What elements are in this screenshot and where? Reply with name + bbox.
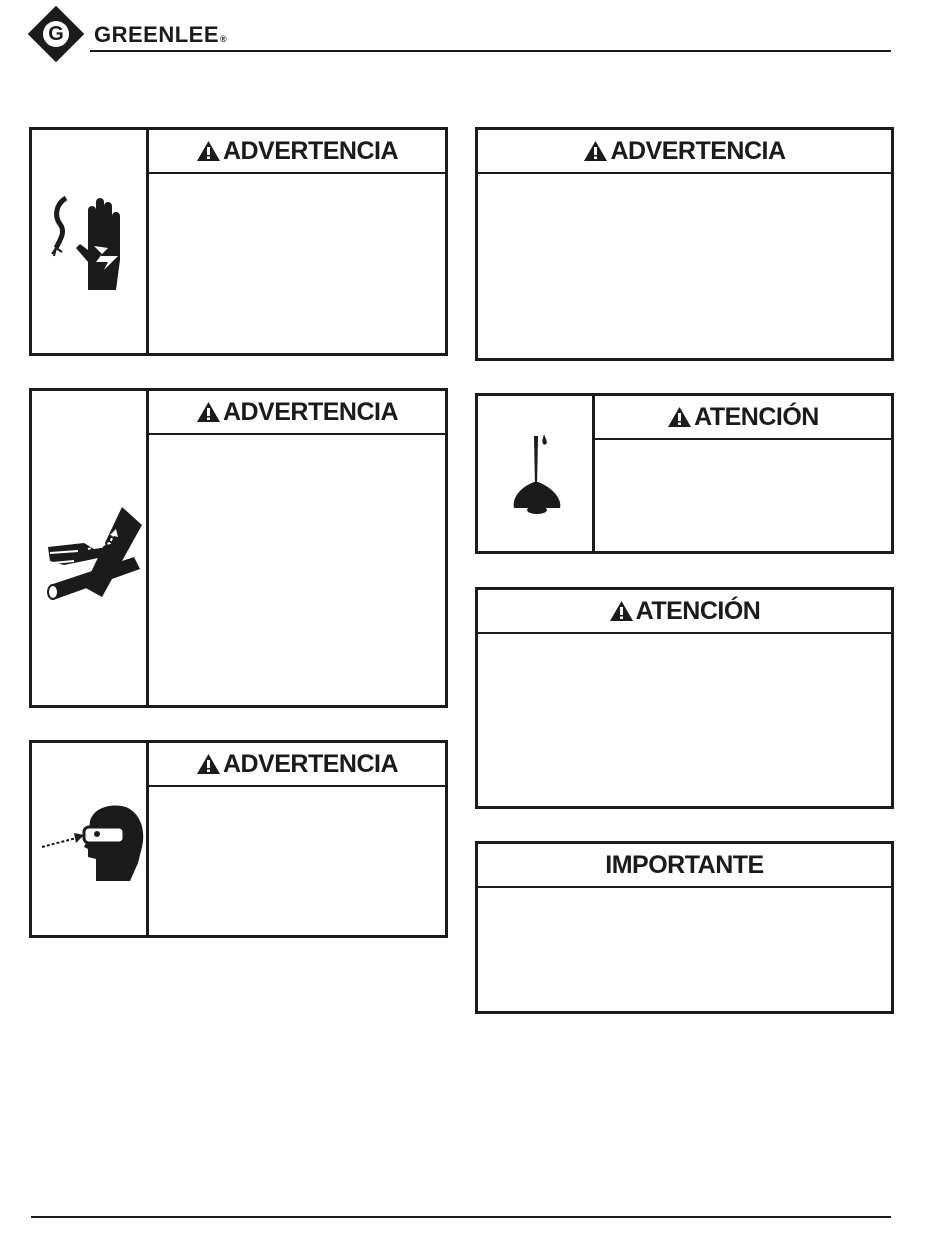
header-rule — [90, 50, 891, 52]
important-heading: IMPORTANTE — [478, 844, 891, 888]
caution-heading: ATENCIÓN — [478, 590, 891, 634]
logo-letter: G — [48, 23, 64, 45]
warning-box-eye-protection — [29, 740, 448, 938]
safety-glasses-icon — [38, 803, 146, 883]
warning-triangle-icon — [583, 140, 608, 162]
warning-heading: ADVERTENCIA — [149, 391, 445, 435]
caution-heading: ATENCIÓN — [595, 396, 891, 440]
warning-triangle-icon — [667, 406, 692, 428]
warning-box-electric-shock — [29, 127, 448, 356]
footer-rule — [31, 1216, 891, 1218]
oil-can-icon — [508, 430, 568, 518]
warning-triangle-icon — [609, 600, 634, 622]
warning-heading: ADVERTENCIA — [149, 743, 445, 787]
crushed-hand-icon — [44, 503, 144, 601]
caution-box-general — [475, 587, 894, 809]
warning-box-general — [475, 127, 894, 361]
important-box — [475, 841, 894, 1014]
brand-name: GREENLEE — [94, 22, 220, 47]
warning-box-crush-hazard — [29, 388, 448, 708]
warning-heading: ADVERTENCIA — [478, 130, 891, 174]
caution-box-lubrication — [475, 393, 894, 554]
warning-triangle-icon — [196, 753, 221, 775]
electric-shock-hand-icon — [48, 190, 134, 296]
warning-heading: ADVERTENCIA — [149, 130, 445, 174]
warning-triangle-icon — [196, 140, 221, 162]
warning-triangle-icon — [196, 401, 221, 423]
registered-mark: ® — [220, 34, 228, 44]
greenlee-logo — [28, 8, 268, 64]
